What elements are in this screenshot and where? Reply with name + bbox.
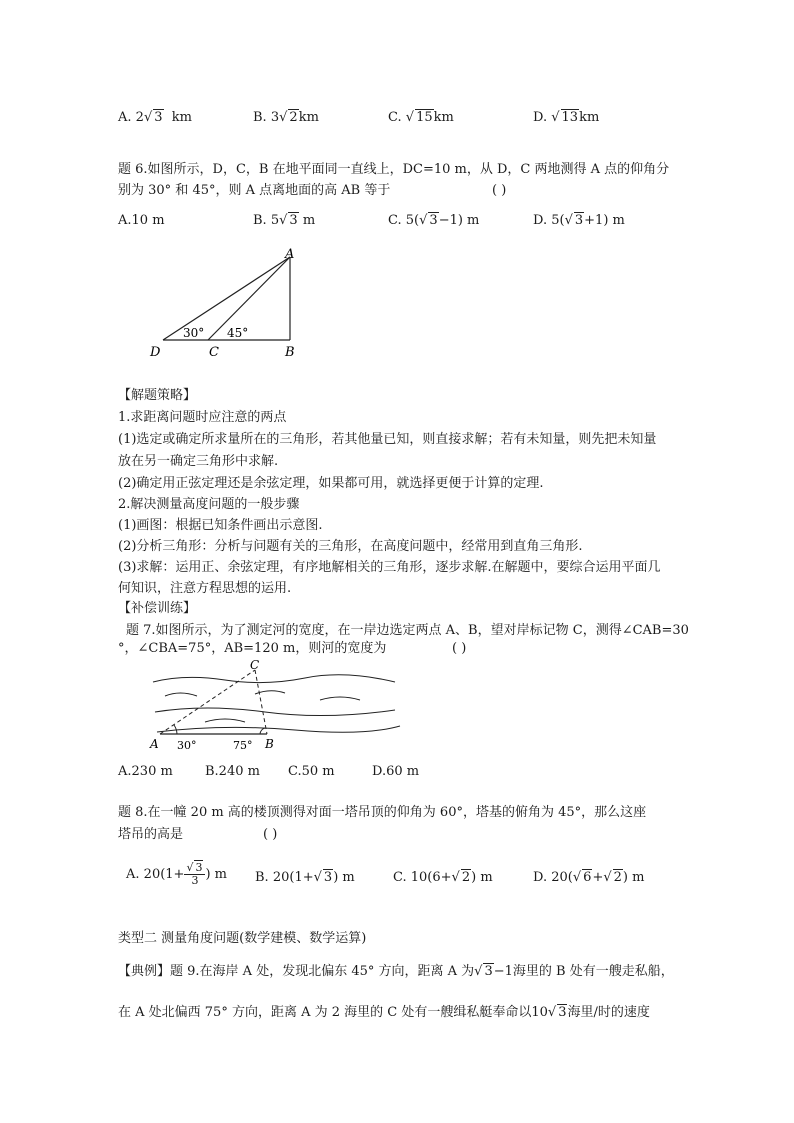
practice-heading: 【补偿训练】 [118, 601, 197, 616]
q5-option-a: A. 2√ 3 km [118, 110, 193, 125]
q5-option-d: D. √ 13km [533, 110, 600, 125]
label-c: C [209, 345, 219, 360]
q7-river-figure [145, 660, 410, 755]
river-bank-far [153, 675, 395, 683]
q5-option-c: C. √ 15km [388, 110, 454, 125]
q9-stem-line1: 【典例】题 9.在海岸 A 处，发现北偏东 45° 方向，距离 A 为√ 3−1海里的 B 处有一艘走私船， [118, 964, 674, 979]
label-b: B [285, 345, 295, 360]
q8-stem-line2: 塔吊的高是 [118, 827, 184, 842]
q5-option-b: B. 3√ 2km [253, 110, 319, 125]
q6-option-c: C. 5(√ 3−1) m [388, 213, 480, 228]
q7-option-c: C.50 m [288, 764, 335, 779]
angle-30-label: 30° [183, 326, 205, 340]
sightline-bc [255, 670, 267, 734]
q6-option-a: A.10 m [118, 213, 165, 228]
type2-heading: 类型二 测量角度问题(数学建模、数学运算) [118, 931, 367, 946]
strategy-line: (1)选定或确定所求量所在的三角形，若其他量已知，则直接求解；若有未知量，则先把未知量 [118, 432, 657, 447]
q8-option-a: A. 20(1+ $\frac{√ 3}{3}$ ) m [126, 861, 227, 887]
q7-stem-line2: °，∠CBA=75°，AB=120 m，则河的宽度为 [118, 641, 387, 656]
angle-75-label: 75° [233, 739, 253, 752]
river-bank-near [157, 726, 400, 732]
angle-30-label: 30° [177, 739, 197, 752]
strategy-line: 1.求距离问题时应注意的两点 [118, 410, 287, 425]
strategy-heading: 【解题策略】 [118, 388, 197, 403]
label-a: A [285, 247, 295, 262]
q8-option-d: D. 20(√ 6+√ 2) m [533, 870, 645, 885]
strategy-line: 2.解决测量高度问题的一般步骤 [118, 497, 300, 512]
q6-stem-line1: 题 6.如图所示，D，C，B 在地平面同一直线上，DC=10 m，从 D，C 两地测得 A 点的仰角分 [118, 162, 670, 177]
q8-option-b: B. 20(1+√ 3) m [255, 870, 355, 885]
sightline-ca [208, 257, 290, 340]
q6-option-d: D. 5(√ 3+1) m [533, 213, 625, 228]
q6-stem-line2: 别为 30° 和 45°，则 A 点离地面的高 AB 等于 [118, 183, 391, 198]
label-d: D [150, 345, 161, 360]
q8-option-c: C. 10(6+√ 2) m [393, 870, 493, 885]
q8-stem-line1: 题 8.在一幢 20 m 高的楼顶测得对面一塔吊顶的仰角为 60°，塔基的俯角为 45°，那么这座 [118, 805, 647, 820]
strategy-line: (2)分析三角形：分析与问题有关的三角形，在高度问题中，经常用到直角三角形. [118, 539, 583, 554]
q9-stem-line2: 在 A 处北偏西 75° 方向，距离 A 为 2 海里的 C 处有一艘缉私艇奉命以10√ 3海里/时的速度 [118, 1005, 650, 1020]
strategy-line: (3)求解：运用正、余弦定理，有序地解相关的三角形，逐步求解.在解题中，要综合运用平面几 [118, 560, 661, 575]
strategy-line: 何知识，注意方程思想的运用. [118, 581, 292, 596]
strategy-line: (1)画图：根据已知条件画出示意图. [118, 518, 323, 533]
label-c: C [250, 660, 260, 672]
q7-stem-line1: 题 7.如图所示，为了测定河的宽度，在一岸边选定两点 A、B，望对岸标记物 C，测得∠CAB=30 [126, 623, 689, 638]
label-b: B [265, 737, 274, 751]
q7-option-d: D.60 m [372, 764, 420, 779]
q6-triangle-figure [145, 245, 315, 360]
q7-option-b: B.240 m [205, 764, 260, 779]
q6-answer-blank: ( ) [492, 183, 507, 198]
sightline-ac [160, 670, 255, 734]
q7-option-a: A.230 m [118, 764, 173, 779]
label-a: A [150, 737, 159, 751]
strategy-line: (2)确定用正弦定理还是余弦定理，如果都可用，就选择更便于计算的定理. [118, 476, 544, 491]
strategy-line: 放在另一确定三角形中求解. [118, 454, 279, 469]
q6-option-b: B. 5√ 3 m [253, 213, 316, 228]
q7-answer-blank: ( ) [452, 641, 467, 656]
q8-answer-blank: ( ) [263, 827, 278, 842]
angle-45-label: 45° [227, 326, 249, 340]
